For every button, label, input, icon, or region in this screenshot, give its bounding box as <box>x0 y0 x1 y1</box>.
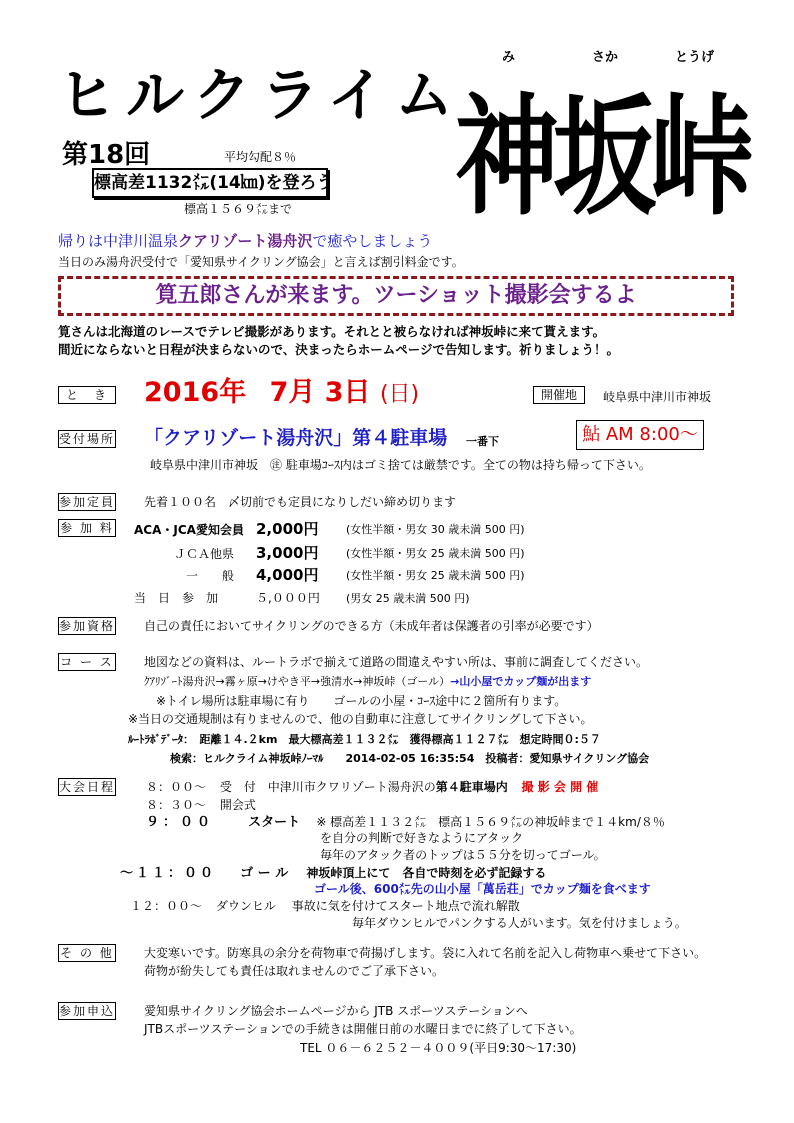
schedule-r5-sub: 毎年ダウンヒルでパンクする人がいます。気を付けましょう。 <box>352 916 687 930</box>
furigana-touge: とうげ <box>675 50 715 65</box>
fee-sameday-price: ５,０００円 <box>256 591 320 605</box>
schedule-r1-event: 受 付 <box>219 780 256 794</box>
capacity-label: 参加定員 <box>59 495 116 509</box>
fee-row-1-category: ACA・JCA愛知会員 <box>134 523 244 537</box>
banner-note-1: 筧さんは北海道のレースでテレビ撮影があります。それとと被らなければ神坂峠に来て貰えます。 <box>58 324 606 339</box>
schedule-r3-event: スタート <box>248 815 301 830</box>
fee-row-2-note: (女性半額・男女 25 歳未満 500 円) <box>346 547 525 560</box>
apply-tel: TEL ０６－６２５２－４００９(平日9:30～17:30) <box>300 1041 577 1055</box>
discount-note: 当日のみ湯舟沢受付で「愛知県サイクリング協会」と言えば割引料金です。 <box>58 255 464 269</box>
schedule-r4-time: ～１１：００ <box>120 866 217 881</box>
schedule-r2-event: 開会式 <box>219 798 256 812</box>
schedule-r4-blue: ゴール後、600㍍先の山小屋「萬岳荘」でカップ麺を食べます <box>314 882 651 896</box>
fee-row-3-category: 一 般 <box>186 569 235 583</box>
qualification-label: 参加資格 <box>59 619 116 633</box>
course-route-blue: →山小屋でカップ麺が出ます <box>450 675 592 688</box>
reception-detail: 岐阜県中津川市神坂 ㊟ 駐車場ｺｰｽ内はゴミ捨ては厳禁です。全ての物は持ち帰って下さい。 <box>150 458 651 472</box>
date-year: 2016年 <box>144 377 247 408</box>
furigana-saka: さか <box>592 50 619 65</box>
elevation-note: 標高１５６９㍍まで <box>184 202 293 216</box>
course-search: 検索：ヒルクライム神坂峠ﾉｰﾏﾙ 2014-02-05 16:35:54 投稿者：愛知県サイクリング協会 <box>170 752 650 765</box>
venue-text: 岐阜県中津川市神坂 <box>603 390 712 404</box>
banner-note-2: 間近にならないと日程が決まらないので、決まったらホームページで告知します。祈りましょう！。 <box>58 342 620 357</box>
fee-sameday-category: 当 日 参 加 <box>134 591 219 605</box>
fee-row-1-note: (女性半額・男女 30 歳未満 500 円) <box>346 523 525 536</box>
furigana-mi: み <box>502 50 516 65</box>
other-label: そ の 他 <box>58 944 116 962</box>
schedule-r1-red: 撮 影 会 開 催 <box>521 780 599 794</box>
course-route-black: ｸｱﾘｿﾞｰﾄ湯舟沢→霧ヶ原→けやき平→強清水→神坂峠（ゴール） <box>144 675 451 688</box>
banner-text: 筧五郎さんが来ます。ツーショット撮影会するよ <box>155 283 637 308</box>
schedule-r2-time: ８：３０～ <box>146 798 207 812</box>
course-route <box>144 673 591 689</box>
reception-place: 「クアリゾート湯舟沢」第４駐車場 <box>144 427 448 449</box>
onsen-prefix: 帰りは中津川温泉 <box>58 232 179 250</box>
capacity-text: 先着１００名 〆切前でも定員になりしだい締め切ります <box>144 495 457 509</box>
schedule-r5-time: １２：００～ <box>130 899 203 913</box>
apply-label: 参加申込 <box>59 1004 116 1018</box>
schedule-r5-detail: 事故に気を付けてスタート地点で流れ解散 <box>291 899 520 913</box>
schedule-r1-time: ８：００～ <box>146 780 207 794</box>
date-day: 3日 <box>324 377 371 408</box>
fee-row-2-price: 3,000円 <box>256 544 319 562</box>
schedule-label: 大会日程 <box>59 780 116 794</box>
fee-row-1-price: 2,000円 <box>256 520 319 538</box>
venue-label: 開催地 <box>533 386 585 404</box>
reception-label: 受付場所 <box>59 432 116 446</box>
fee-sameday-note: (男女 25 歳未満 500 円) <box>346 592 470 605</box>
schedule-r3-sub1: を自分の判断で好きなようにアタック <box>320 831 524 845</box>
onsen-suffix: で癒やしましょう <box>312 232 433 250</box>
fee-label: 参 加 料 <box>58 519 116 537</box>
avg-gradient: 平均勾配８％ <box>224 150 297 164</box>
date-line <box>144 370 419 409</box>
date-month: 7月 <box>269 377 316 408</box>
course-toilet: ※トイレ場所は駐車場に有り ゴールの小屋・ｺｰｽ途中に２箇所有ります。 <box>156 694 567 708</box>
date-label: と き <box>58 386 116 404</box>
schedule-r1-detail: 中津川市クワリゾート湯舟沢の <box>267 780 436 794</box>
reception-note: 一番下 <box>466 435 499 448</box>
fee-row-2-category: ＪＣＡ他県 <box>174 547 235 561</box>
fee-row-3-price: 4,000円 <box>256 566 319 584</box>
schedule-row-5 <box>130 897 520 914</box>
course-line-1: 地図などの資料は、ルートラボで揃えて道路の間違えやすい所は、事前に調査してください。 <box>144 655 649 669</box>
climb-box: 標高差1132㍍(14㎞)を登ろう <box>92 168 328 198</box>
schedule-r5-event: ダウンヒル <box>215 899 276 913</box>
onsen-name: クアリゾート湯舟沢 <box>178 232 313 250</box>
reception-time-box: 鮎 AM 8:00～ <box>576 420 704 450</box>
banner-box <box>58 276 734 316</box>
schedule-r4-detail: 神坂峠頂上にて 各自で時刻を必ず記録する <box>306 866 547 880</box>
pass-name-title: 神坂峠 <box>455 81 748 233</box>
page-title: ヒルクライム <box>58 61 464 129</box>
qualification-text: 自己の責任においてサイクリングのできる方（未成年者は保護者の引率が必要です） <box>144 619 599 633</box>
schedule-r3-sub2: 毎年のアタック者のトップは５５分を切ってゴール。 <box>320 848 606 862</box>
edition-label: 第18回 <box>62 140 151 170</box>
apply-line-2: JTBスポーツステーションでの手続きは開催日前の水曜日までに終了して下さい。 <box>144 1022 582 1036</box>
other-line-1: 大変寒いです。防寒具の余分を荷物車で荷揚げします。袋に入れて名前を記入し荷物車へ乗せて下さい。 <box>144 946 707 960</box>
schedule-row-1 <box>146 778 598 795</box>
date-weekday: (日) <box>379 382 420 407</box>
other-line-2: 荷物が紛失しても責任は取れませんのでご了承下さい。 <box>144 964 445 978</box>
course-routelab: ﾙｰﾄﾗﾎﾞﾃﾞｰﾀ： 距離１４.２km 最大標高差１１３２㍍ 獲得標高１１２７㍍ 想定時間０:５７ <box>128 733 601 746</box>
onsen-line <box>58 230 432 251</box>
course-label: コ ー ス <box>58 653 116 671</box>
schedule-row-3 <box>146 811 665 830</box>
schedule-r3-time: ９：００ <box>146 815 215 830</box>
schedule-r1-bold: 第４駐車場内 <box>435 780 508 794</box>
apply-line-1: 愛知県サイクリング協会ホームページから JTB スポーツステーションへ <box>144 1004 528 1018</box>
course-traffic: ※当日の交通規制は有りませんので、他の自動車に注意してサイクリングして下さい。 <box>128 712 593 726</box>
schedule-r4-event: ゴ ー ル <box>240 866 289 881</box>
fee-row-3-note: (女性半額・男女 25 歳未満 500 円) <box>346 569 525 582</box>
schedule-row-4 <box>120 862 546 881</box>
schedule-r3-detail: ※ 標高差１１３２㍍ 標高１５６９㍍の神坂峠まで１４km/８％ <box>316 815 665 829</box>
